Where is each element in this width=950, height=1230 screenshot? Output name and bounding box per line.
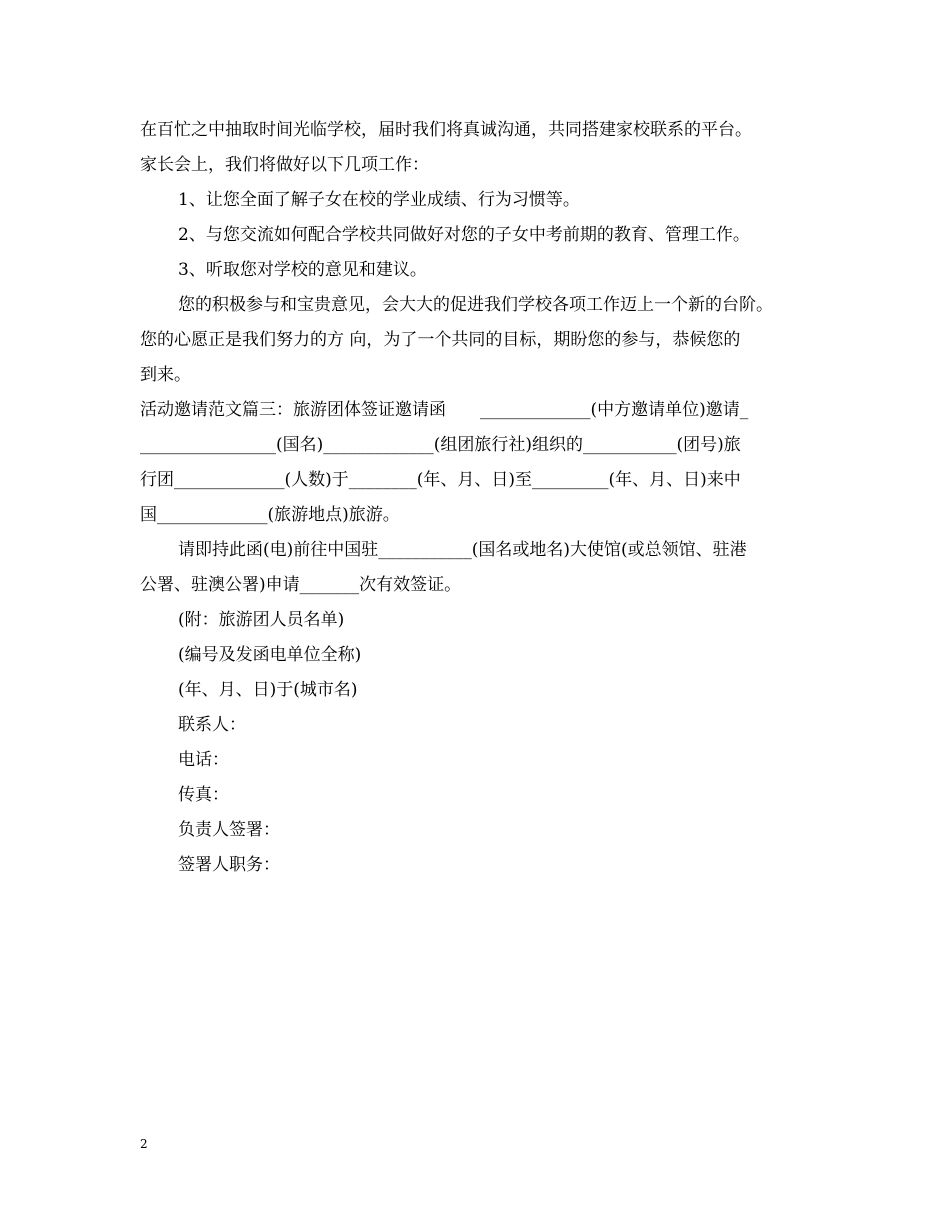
text-line: (年、月、日)于(城市名) (178, 680, 358, 700)
text-line: 行团_____________(人数)于________(年、月、日)至_________(年、月、日)来中 (140, 470, 741, 490)
text-line: 国_____________(旅游地点)旅游。 (140, 505, 400, 525)
page-number: 2 (140, 1137, 148, 1151)
document-body (140, 113, 810, 883)
text-line: (附：旅游团人员名单) (178, 610, 345, 630)
text-line: ________________(国名)_____________(组团旅行社)组织的___________(团号)旅 (140, 435, 741, 455)
text-line: (编号及发函电单位全称) (178, 645, 362, 665)
text-line: 在百忙之中抽取时间光临学校，届时我们将真诚沟通，共同搭建家校联系的平台。 (140, 120, 752, 140)
text-line: 到来。 (140, 365, 191, 385)
text-line: 活动邀请范文篇三：旅游团体签证邀请函 _____________(中方邀请单位)邀请_ (140, 400, 749, 420)
text-line: 传真： (178, 785, 229, 805)
text-line: 2、与您交流如何配合学校共同做好对您的子女中考前期的教育、管理工作。 (178, 225, 750, 245)
text-line: 联系人： (178, 715, 246, 735)
text-line: 家长会上，我们将做好以下几项工作： (140, 155, 429, 175)
text-line: 电话： (178, 750, 229, 770)
text-line: 1、让您全面了解子女在校的学业成绩、行为习惯等。 (178, 190, 580, 210)
text-line: 3、听取您对学校的意见和建议。 (178, 260, 427, 280)
text-line: 负责人签署： (178, 820, 280, 840)
text-line: 公署、驻澳公署)申请_______次有效签证。 (140, 575, 462, 595)
text-line: 签署人职务： (178, 855, 280, 875)
text-line: 请即持此函(电)前往中国驻___________(国名或地名)大使馆(或总领馆、驻港 (178, 540, 747, 560)
text-line: 您的心愿正是我们努力的方 向，为了一个共同的目标，期盼您的参与，恭候您的 (140, 330, 741, 350)
text-line: 您的积极参与和宝贵意见，会大大的促进我们学校各项工作迈上一个新的台阶。 (178, 295, 773, 315)
